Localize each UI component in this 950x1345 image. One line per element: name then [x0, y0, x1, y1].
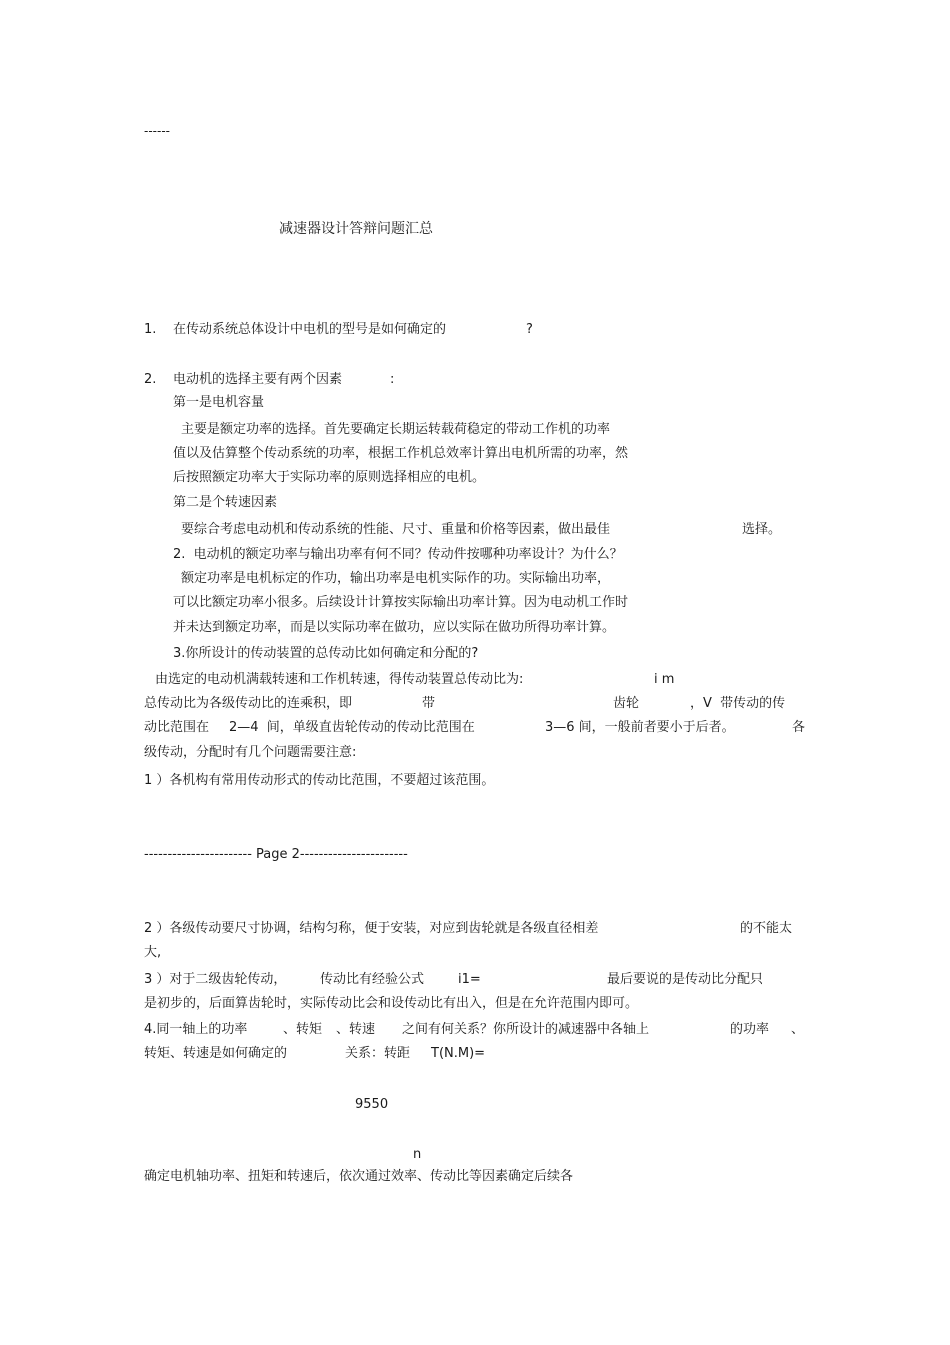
- second-factor-line-1: 要综合考虑电动机和传动系统的性能、尺寸、重量和价格等因素，做出最佳: [181, 522, 611, 537]
- first-factor-line-3: 后按照额定功率大于实际功率的原则选择相应的电机。: [173, 470, 486, 485]
- question-1-mark: ?: [526, 322, 533, 337]
- question-4-i: T(N.M)=: [431, 1046, 486, 1061]
- first-factor-heading: 第一是电机容量: [173, 395, 265, 410]
- question-2-text: 2. 电动机的额定功率与输出功率有何不同？传动件按哪种功率设计？为什么？: [173, 547, 623, 562]
- question-3-text: 3.你所设计的传动装置的总传动比如何确定和分配的?: [173, 646, 479, 661]
- question-4-f: 、: [791, 1022, 805, 1037]
- answer-3-line-3c: 3—6 间，一般前者要小于后者。: [545, 720, 735, 735]
- page-marker: ----------------------- Page 2-----------------------: [144, 847, 408, 862]
- question-4-e: 的功率: [730, 1022, 770, 1037]
- answer-2-line-1: 额定功率是电机标定的作功，输出功率是电机实际作的功。实际输出功率，: [181, 571, 611, 586]
- answer-3-line-2a: 总传动比为各级传动比的连乘积，即: [144, 696, 353, 711]
- question-4-b: 、转矩: [283, 1022, 323, 1037]
- question-4-d: 之间有何关系？你所设计的减速器中各轴上: [402, 1022, 650, 1037]
- page-title: 减速器设计答辩问题汇总: [279, 221, 433, 237]
- note-3-b: 传动比有经验公式: [320, 972, 425, 987]
- answer-3-formula-im: i m: [654, 672, 675, 687]
- formula-n: n: [413, 1147, 422, 1162]
- answer-3-line-3a: 动比范围在: [144, 720, 210, 735]
- answer-2-line-2: 可以比额定功率小很多。后续设计计算按实际输出功率计算。因为电动机工作时: [173, 595, 629, 610]
- answer-2-line-3: 并未达到额定功率，而是以实际功率在做功，应以实际在做功所得功率计算。: [173, 620, 616, 635]
- note-2-a: 2 ）各级传动要尺寸协调，结构匀称，便于安装，对应到齿轮就是各级直径相差: [144, 921, 599, 936]
- question-1-number: 1.: [144, 322, 157, 337]
- formula-9550: 9550: [355, 1097, 389, 1112]
- answer-3-line-2b: 带: [422, 696, 436, 711]
- answer-3-line-2c: 齿轮: [613, 696, 640, 711]
- header-dashes: ------: [144, 124, 170, 138]
- second-factor-line-1-end: 选择。: [742, 522, 782, 537]
- note-1: 1 ）各机构有常用传动形式的传动比范围，不要超过该范围。: [144, 773, 495, 788]
- first-factor-line-2: 值以及估算整个传动系统的功率，根据工作机总效率计算出电机所需的功率，然: [173, 446, 629, 461]
- answer-1-number: 2.: [144, 372, 157, 387]
- note-3-e: 是初步的，后面算齿轮时，实际传动比会和设传动比有出入，但是在允许范围内即可。: [144, 996, 639, 1011]
- answer-3-line-1: 由选定的电动机满载转速和工作机转速，得传动装置总传动比为:: [155, 672, 524, 687]
- note-3-d: 最后要说的是传动比分配只: [607, 972, 764, 987]
- first-factor-line-1: 主要是额定功率的选择。首先要确定长期运转载荷稳定的带动工作机的功率: [181, 422, 611, 437]
- note-3-a: 3 ）对于二级齿轮传动，: [144, 972, 287, 987]
- question-4-h: 关系：转距: [345, 1046, 411, 1061]
- last-line: 确定电机轴功率、扭矩和转速后，依次通过效率、传动比等因素确定后续各: [144, 1169, 574, 1184]
- question-1-text: 在传动系统总体设计中电机的型号是如何确定的: [173, 322, 447, 337]
- answer-3-line-4: 级传动，分配时有几个问题需要注意:: [144, 745, 357, 760]
- question-4-a: 4.同一轴上的功率: [144, 1022, 248, 1037]
- note-3-c: i1=: [458, 972, 481, 987]
- answer-3-line-3d: 各: [792, 720, 806, 735]
- answer-3-line-2d: ，V 带传动的传: [690, 696, 786, 711]
- note-2-b: 的不能太: [740, 921, 793, 936]
- question-4-c: 、转速: [336, 1022, 376, 1037]
- question-4-g: 转矩、转速是如何确定的: [144, 1046, 288, 1061]
- answer-3-line-3b: 2—4 间，单级直齿轮传动的传动比范围在: [229, 720, 475, 735]
- answer-1-colon: :: [390, 372, 395, 387]
- second-factor-heading: 第二是个转速因素: [173, 495, 278, 510]
- note-2-c: 大,: [144, 945, 162, 960]
- answer-1-intro: 电动机的选择主要有两个因素: [173, 372, 343, 387]
